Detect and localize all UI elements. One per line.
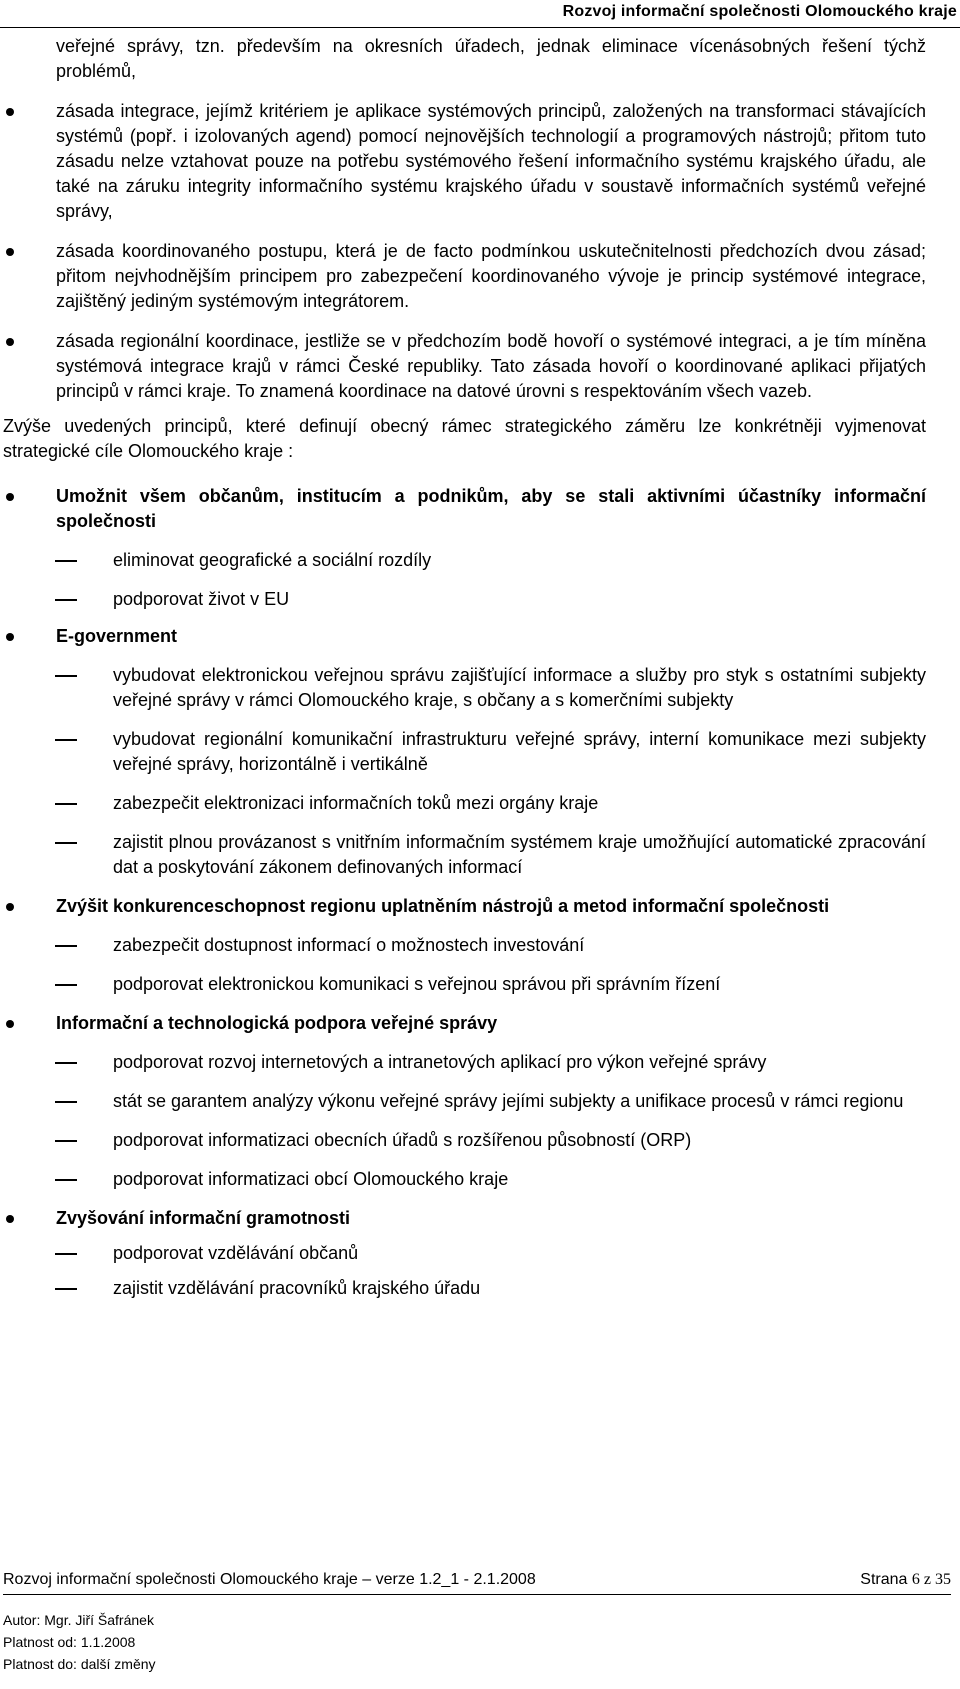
goal-subitem: podporovat informatizaci obcí Olomouckého kraje bbox=[113, 1167, 926, 1192]
footer-valid-to: Platnost do: další změny bbox=[3, 1656, 156, 1672]
footer-rule bbox=[3, 1594, 951, 1595]
goal-subitem: podporovat elektronickou komunikaci s veřejnou správou při správním řízení bbox=[113, 972, 926, 997]
bullet-icon bbox=[6, 1215, 14, 1223]
dash-icon bbox=[55, 675, 77, 677]
footer-doc-line: Rozvoj informační společnosti Olomouckého kraje – verze 1.2_1 - 2.1.2008 bbox=[3, 1571, 536, 1588]
dash-icon bbox=[55, 984, 77, 986]
goal-heading bbox=[56, 1011, 926, 1036]
goal-heading bbox=[56, 624, 926, 649]
dash-icon bbox=[55, 1288, 77, 1290]
goal-subitem: podporovat vzdělávání občanů bbox=[113, 1241, 926, 1266]
bullet-icon bbox=[6, 1020, 14, 1028]
goal-subitem: podporovat rozvoj internetových a intranetových aplikací pro výkon veřejné správy bbox=[113, 1050, 926, 1075]
goal-subitem: podporovat informatizaci obecních úřadů s rozšířenou působností (ORP) bbox=[113, 1128, 926, 1153]
dash-icon bbox=[55, 1179, 77, 1181]
goal-heading bbox=[56, 484, 926, 534]
goal-subitem: zajistit vzdělávání pracovníků krajského úřadu bbox=[113, 1276, 926, 1301]
continuation-text: veřejné správy, tzn. především na okresních úřadech, jednak eliminace vícenásobných řešení týchž problémů, bbox=[56, 36, 926, 81]
bullet-icon bbox=[6, 248, 14, 256]
dash-icon bbox=[55, 1140, 77, 1142]
header-rule bbox=[0, 27, 960, 28]
goal-subitem: stát se garantem analýzy výkonu veřejné správy jejími subjekty a unifikace procesů v rámci regionu bbox=[113, 1089, 926, 1114]
principle-item bbox=[56, 239, 926, 314]
running-header: Rozvoj informační společnosti Olomouckého kraje bbox=[562, 3, 957, 20]
bullet-icon bbox=[6, 903, 14, 911]
principle-text: zásada integrace, jejímž kritériem je aplikace systémových principů, založených na transformaci stávajících systémů (popř. i izolovaných agend) pomocí nejnovějších technologií a programových nástrojů; přitom tuto zásadu nelze vztahovat pouze na potřebu systémového řešení informačního systému krajského úřadu, ale také na záruku integrity informačního systému krajského úřadu v soustavě informačních systémů veřejné správy, bbox=[56, 101, 926, 221]
goal-subitem: zajistit plnou provázanost s vnitřním informačním systémem kraje umožňující automatické zpracování dat a poskytování zákonem definovaných informací bbox=[113, 830, 926, 880]
dash-icon bbox=[55, 803, 77, 805]
footer bbox=[3, 1571, 951, 1589]
goal-subitem: vybudovat regionální komunikační infrastrukturu veřejné správy, interní komunikace mezi subjekty veřejné správy, horizontálně i vertikálně bbox=[113, 727, 926, 777]
goal-title: Informační a technologická podpora veřejné správy bbox=[56, 1013, 498, 1033]
principle-item bbox=[56, 99, 926, 224]
goal-subitem: podporovat život v EU bbox=[113, 587, 926, 612]
goal-subitem: zabezpečit dostupnost informací o možnostech investování bbox=[113, 933, 926, 958]
goal-subitem: vybudovat elektronickou veřejnou správu zajišťující informace a služby pro styk s ostatními subjekty veřejné správy v rámci Olomouckého kraje, s občany a s komerčními subjekty bbox=[113, 663, 926, 713]
principle-text: zásada koordinovaného postupu, která je de facto podmínkou uskutečnitelnosti předchozích dvou zásad; přitom nejvhodnějším principem pro zabezpečení koordinovaného vývoje je princip systémové integrace, zajištěný jediným systémovým integrátorem. bbox=[56, 241, 926, 311]
dash-icon bbox=[55, 1062, 77, 1064]
dash-icon bbox=[55, 560, 77, 562]
goal-title: E-government bbox=[56, 626, 178, 646]
dash-icon bbox=[55, 842, 77, 844]
dash-icon bbox=[55, 739, 77, 741]
intro-paragraph: Zvýše uvedených principů, které definují obecný rámec strategického záměru lze konkrétněji vyjmenovat strategické cíle Olomouckého kraje : bbox=[3, 416, 926, 461]
page-content bbox=[0, 34, 960, 1301]
dash-icon bbox=[55, 945, 77, 947]
principle-text: zásada regionální koordinace, jestliže se v předchozím bodě hovoří o systémové integraci, a je tím míněna systémová integrace krajů v rámci České republiky. Tato zásada hovoří o koordinované aplikaci přijatých principů v rámci kraje. To znamená koordinace na datové úrovni s respektováním všech vazeb. bbox=[56, 331, 926, 401]
bullet-icon bbox=[6, 108, 14, 116]
goal-subitem: zabezpečit elektronizaci informačních toků mezi orgány kraje bbox=[113, 791, 926, 816]
dash-icon bbox=[55, 1253, 77, 1255]
dash-icon bbox=[55, 1101, 77, 1103]
principle-item bbox=[56, 329, 926, 404]
bullet-icon bbox=[6, 338, 14, 346]
page-number: Strana 6 z 35 bbox=[860, 1571, 951, 1588]
goal-heading bbox=[56, 894, 926, 919]
goal-subitem: eliminovat geografické a sociální rozdíly bbox=[113, 548, 926, 573]
footer-author: Autor: Mgr. Jiří Šafránek bbox=[3, 1612, 154, 1628]
goal-title: Umožnit všem občanům, institucím a podnikům, aby se stali aktivními účastníky informační společnosti bbox=[56, 486, 926, 531]
goal-title: Zvýšit konkurenceschopnost regionu uplatněním nástrojů a metod informační společnosti bbox=[56, 896, 830, 916]
dash-icon bbox=[55, 599, 77, 601]
goal-title: Zvyšování informační gramotnosti bbox=[56, 1208, 351, 1228]
goal-heading bbox=[56, 1206, 926, 1231]
footer-valid-from: Platnost od: 1.1.2008 bbox=[3, 1634, 136, 1650]
bullet-icon bbox=[6, 633, 14, 641]
bullet-icon bbox=[6, 493, 14, 501]
